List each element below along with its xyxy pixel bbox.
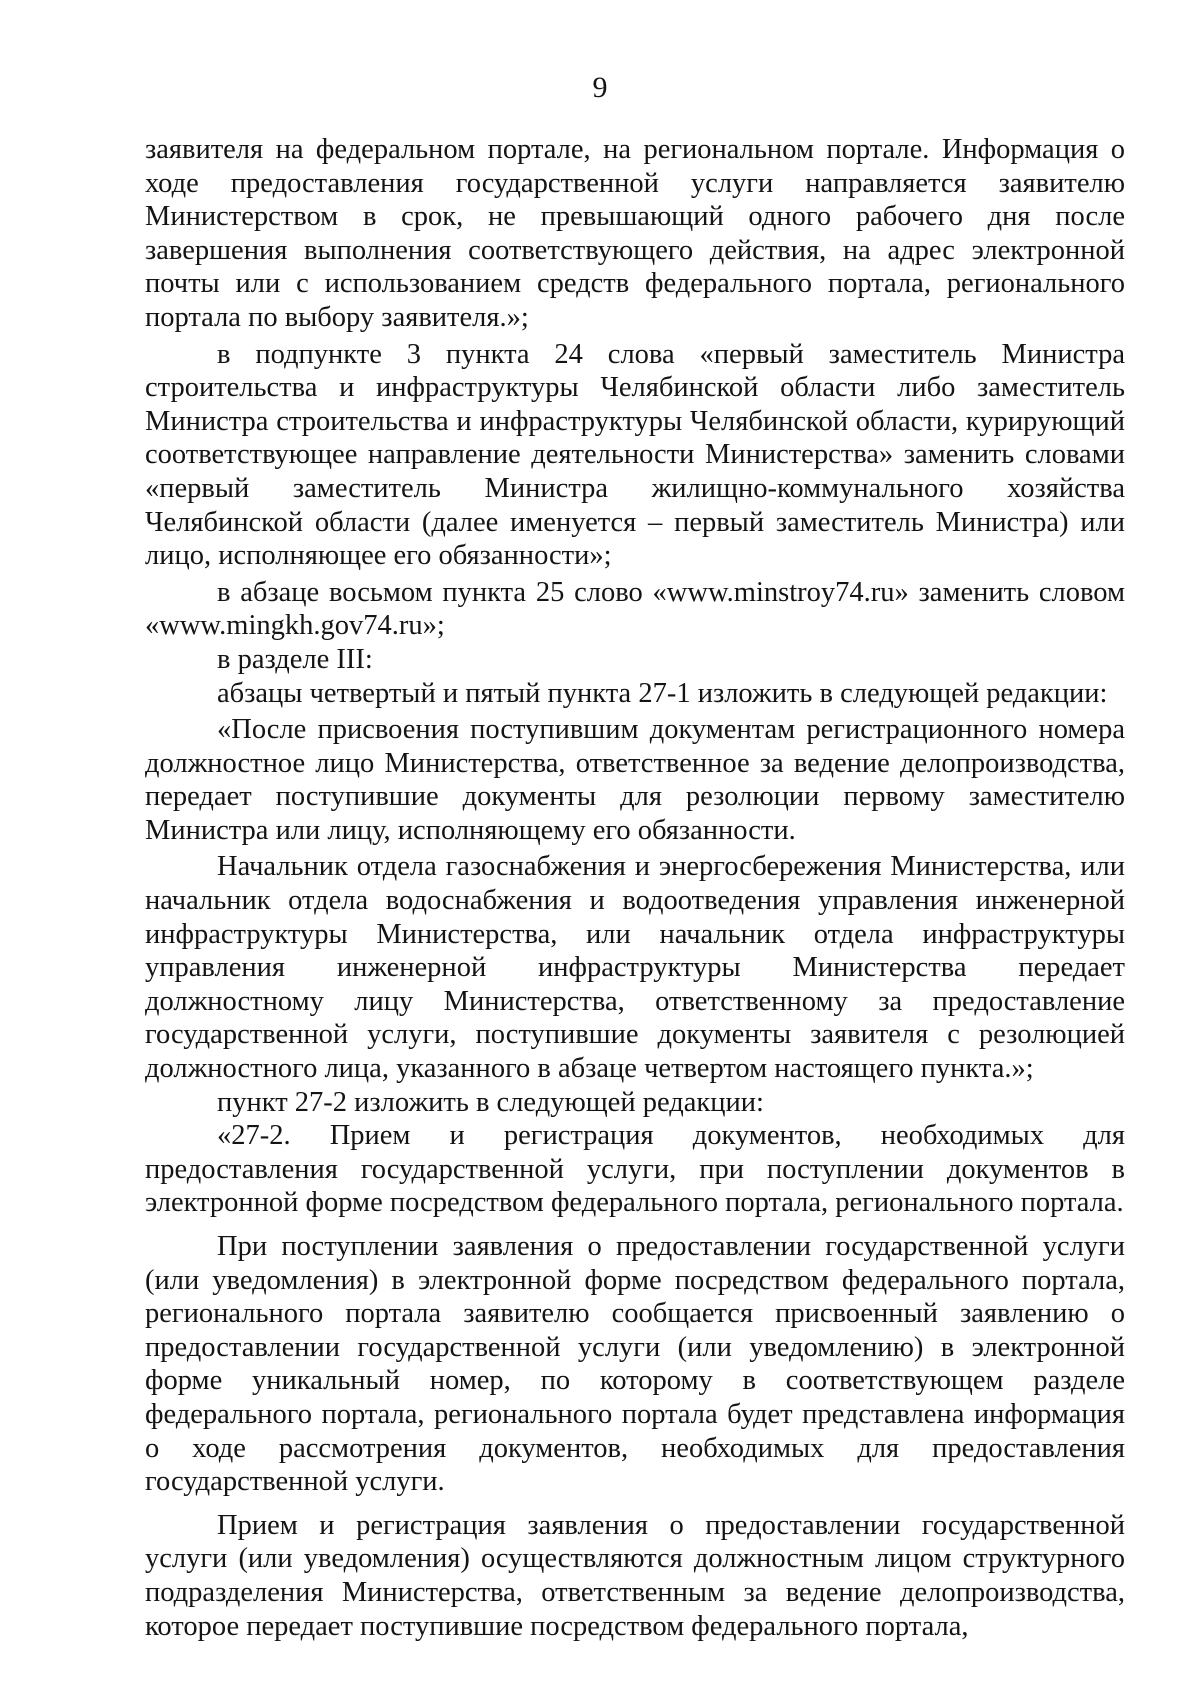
paragraph-2: в подпункте 3 пункта 24 слова «первый заместитель Министра строительства и инфраструктуры Челябинской области либо заместитель Министра строительства и инфраструктуры Челябинской области, курирующий соответствующее направление деятельности Министерства» заменить словами «первый заместитель Министра жилищно-коммунального хозяйства Челябинской области (далее именуется – первый заместитель Министра) или лицо, исполняющее его обязанности»; [145,338,1125,572]
paragraph-5: абзацы четвертый и пятый пункта 27-1 изложить в следующей редакции: [217,677,1108,709]
paragraph-9: «27-2. Прием и регистрация документов, необходимых для предоставления государственной услуги, при поступлении документов в электронной форме посредством федерального портала, регионального портала. [145,1120,1125,1219]
paragraph-1: заявителя на федеральном портале, на региональном портале. Информация о ходе предоставления государственной услуги направляется заявителю Министерством в срок, не превышающий одного рабочего дня после завершения выполнения соответствующего действия, на адрес электронной почты или с использованием средств федерального портала, регионального портала по выбору заявителя.»; [145,134,1125,333]
paragraph-3: в абзаце восьмом пункта 25 слово «www.minstroy74.ru» заменить словом «www.mingkh.gov74.ru»; [145,576,1125,642]
page-number: 9 [592,71,608,104]
paragraph-6: «После присвоения поступившим документам регистрационного номера должностное лицо Министерства, ответственное за ведение делопроизводства, передает поступившие документы для резолюции первому заместителю Министра или лицу, исполняющему его обязанности. [145,714,1125,846]
paragraph-8: пункт 27-2 изложить в следующей редакции: [217,1086,764,1118]
paragraph-11: Прием и регистрация заявления о предоставлении государственной услуги (или уведомления) осуществляются должностным лицом структурного подразделения Министерства, ответственным за ведение делопроизводства, которое передает поступившие посредством федерального портала, [145,1509,1125,1642]
paragraph-7: Начальник отдела газоснабжения и энергосбережения Министерства, или начальник отдела водоснабжения и водоотведения управления инженерной инфраструктуры Министерства, или начальник отдела инфраструктуры управления инженерной инфраструктуры Министерства передает должностному лицу Министерства, ответственному за предоставление государственной услуги, поступившие документы заявителя с резолюцией должностного лица, указанного в абзаце четвертом настоящего пункта.»; [145,851,1125,1085]
paragraph-10: При поступлении заявления о предоставлении государственной услуги (или уведомления) в электронной форме посредством федерального портала, регионального портала заявителю сообщается присвоенный заявлению о предоставлении государственной услуги (или уведомлению) в электронной форме уникальный номер, по которому в соответствующем разделе федерального портала, регионального портала будет представлена информация о ходе рассмотрения документов, необходимых для предоставления государственной услуги. [145,1231,1125,1498]
paragraph-4: в разделе III: [217,643,373,675]
document-body [145,133,1125,1643]
